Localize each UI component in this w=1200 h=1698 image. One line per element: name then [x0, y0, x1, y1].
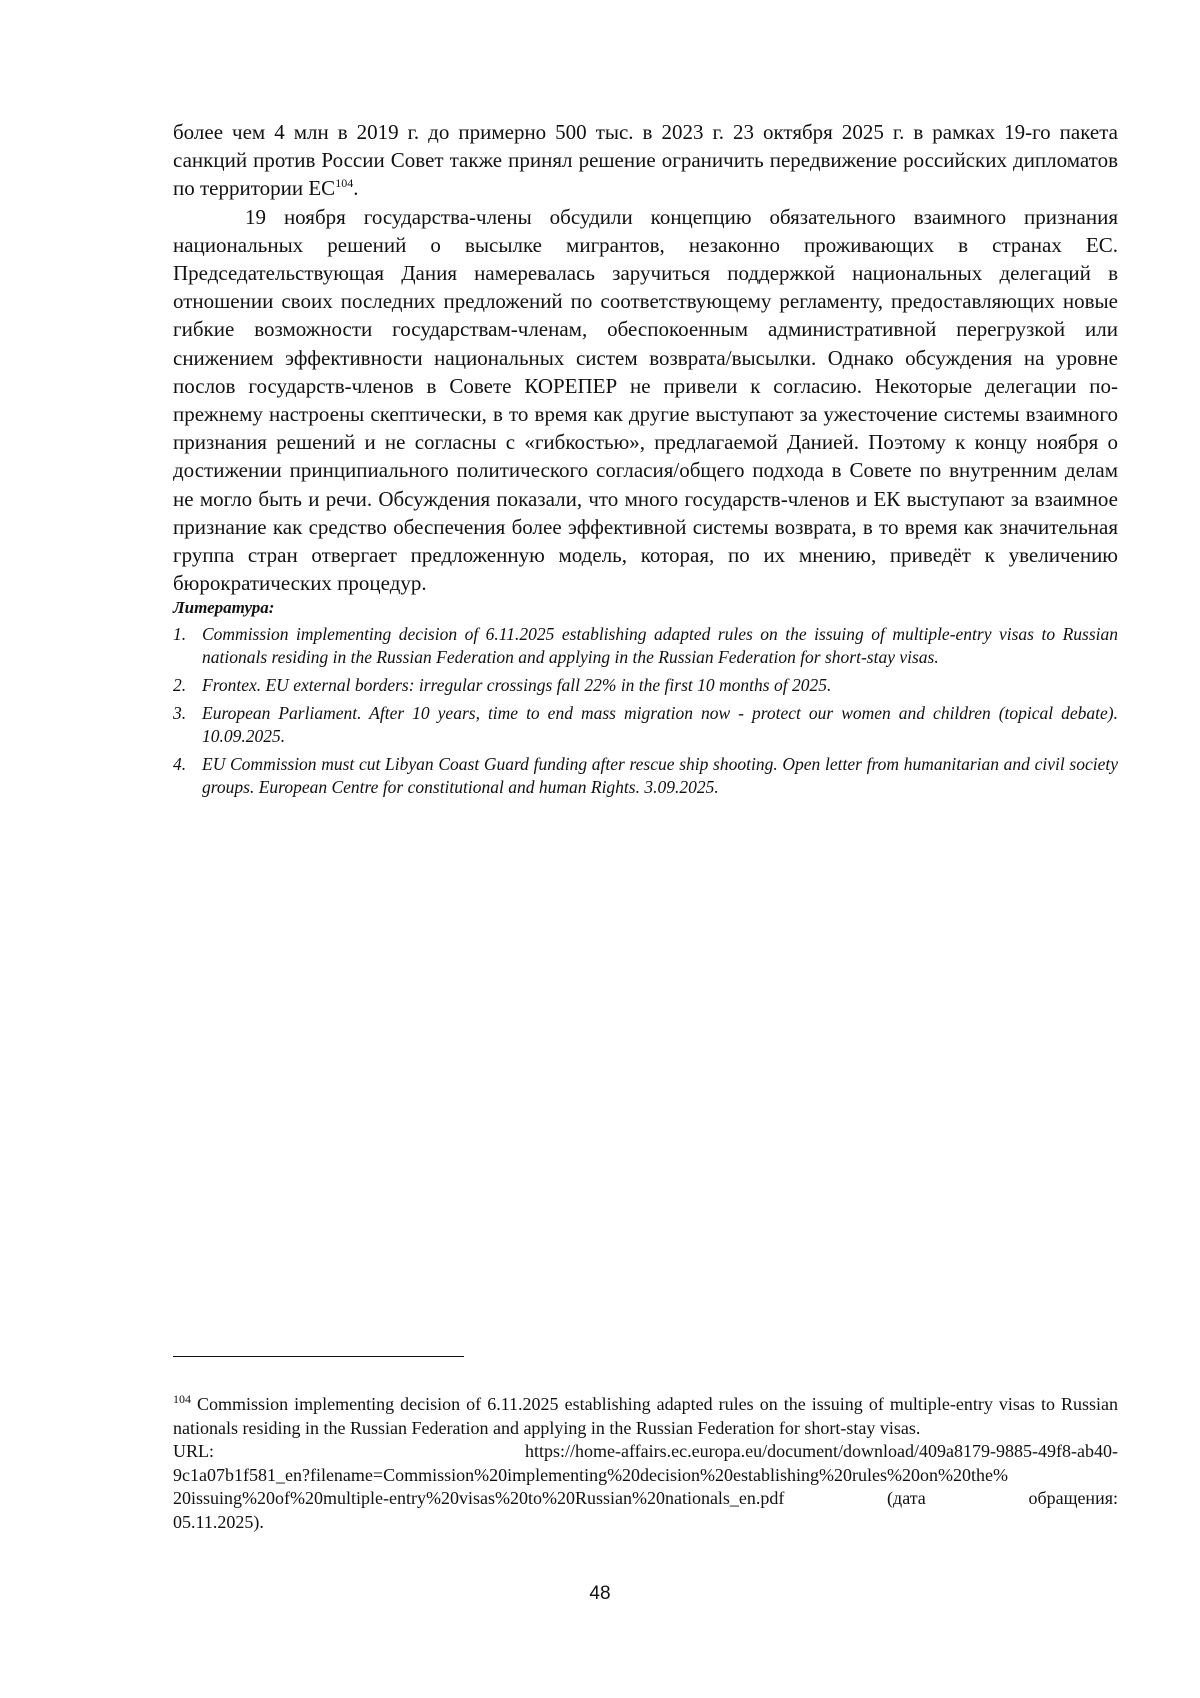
references-list	[173, 623, 1118, 799]
footnote-url-line-3: 20issuing%20of%20multiple-entry%20visas%20to%20Russian%20nationals_en.pdf (дата обращения:	[173, 1487, 1118, 1511]
reference-item: 1. Commission implementing decision of 6.11.2025 establishing adapted rules on the issuing of multiple-entry visas to Russian nationals residing in the Russian Federation and applying in the Russian Federation for short-stay visas.	[173, 624, 1118, 668]
reference-item: 3. European Parliament. After 10 years, time to end mass migration now - protect our women and children (topical debate). 10.09.2025.	[173, 703, 1118, 747]
page-number: 48	[589, 1583, 611, 1604]
footnote-url-line-1: URL: https://home-affairs.ec.europa.eu/document/download/409a8179-9885-49f8-ab40-	[173, 1440, 1118, 1464]
footnote-separator	[173, 1356, 464, 1357]
footnote-url-part[interactable]: https://home-affairs.ec.europa.eu/document/download/409a8179-9885-49f8-ab40-	[525, 1441, 1118, 1461]
main-text	[173, 118, 1118, 804]
footnote-access-date: 05.11.2025).	[173, 1511, 264, 1532]
references-heading: Литература:	[173, 598, 275, 618]
footnote-ref-104[interactable]: 104	[335, 176, 354, 191]
reference-item: 2. Frontex. EU external borders: irregular crossings fall 22% in the first 10 months of 2025.	[173, 675, 832, 696]
footnote-url-part[interactable]: 20issuing%20of%20multiple-entry%20visas%20to%20Russian%20nationals_en.pdf	[173, 1488, 785, 1508]
paragraph-1: более чем 4 млн в 2019 г. до примерно 500 тыс. в 2023 г. 23 октября 2025 г. в рамках 19-го пакета санкций против России Совет также принял решение ограничить передвижение российских дипломатов по территории ЕС$^{104}$.	[173, 120, 1118, 201]
footnote-number: 104	[173, 1392, 191, 1406]
paragraph-2: 19 ноября государства-члены обсудили концепцию обязательного взаимного признания национальных решений о высылке мигрантов, незаконно проживающих в странах ЕС. Председательствующая Дания намеревалась заручиться поддержкой национальных делегаций в отношении своих последних предложений по соответствующему регламенту, предоставляющих новые гибкие возможности государствам-членам, обеспокоенным административной перегрузкой или снижением эффективности национальных систем возврата/высылки. Однако обсуждения на уровне послов государств-членов в Совете КОРЕПЕР не привели к согласию. Некоторые делегации по-прежнему настроены скептически, в то время как другие выступают за ужесточение системы взаимного признания решений и не согласны с «гибкостью», предлагаемой Данией. Поэтому к концу ноября о достижении принципиального политического согласия/общего подхода в Совете по внутренним делам не могло быть и речи. Обсуждения показали, что много государств-членов и ЕК выступают за взаимное признание как средство обеспечения более эффективной системы возврата, в то время как значительная группа стран отвергает предложенную модель, которая, по их мнению, приведёт к увеличению бюрократических процедур.	[173, 204, 1118, 596]
footnote-url-line-2[interactable]: 9c1a07b1f581_en?filename=Commission%20implementing%20decision%20establishing%20rules%20on%20the%	[173, 1464, 1008, 1485]
footnote-text: $^{104}$ Commission implementing decision of 6.11.2025 establishing adapted rules on the issuing of multiple-entry visas to Russian nationals residing in the Russian Federation and applying in the Russian Federation for short-stay visas.	[173, 1392, 1118, 1438]
reference-item: 4. EU Commission must cut Libyan Coast Guard funding after rescue ship shooting. Open letter from humanitarian and civil society groups. European Centre for constitutional and human Rights. 3.09.2025.	[173, 754, 1118, 798]
footnote-104	[173, 1393, 1118, 1534]
